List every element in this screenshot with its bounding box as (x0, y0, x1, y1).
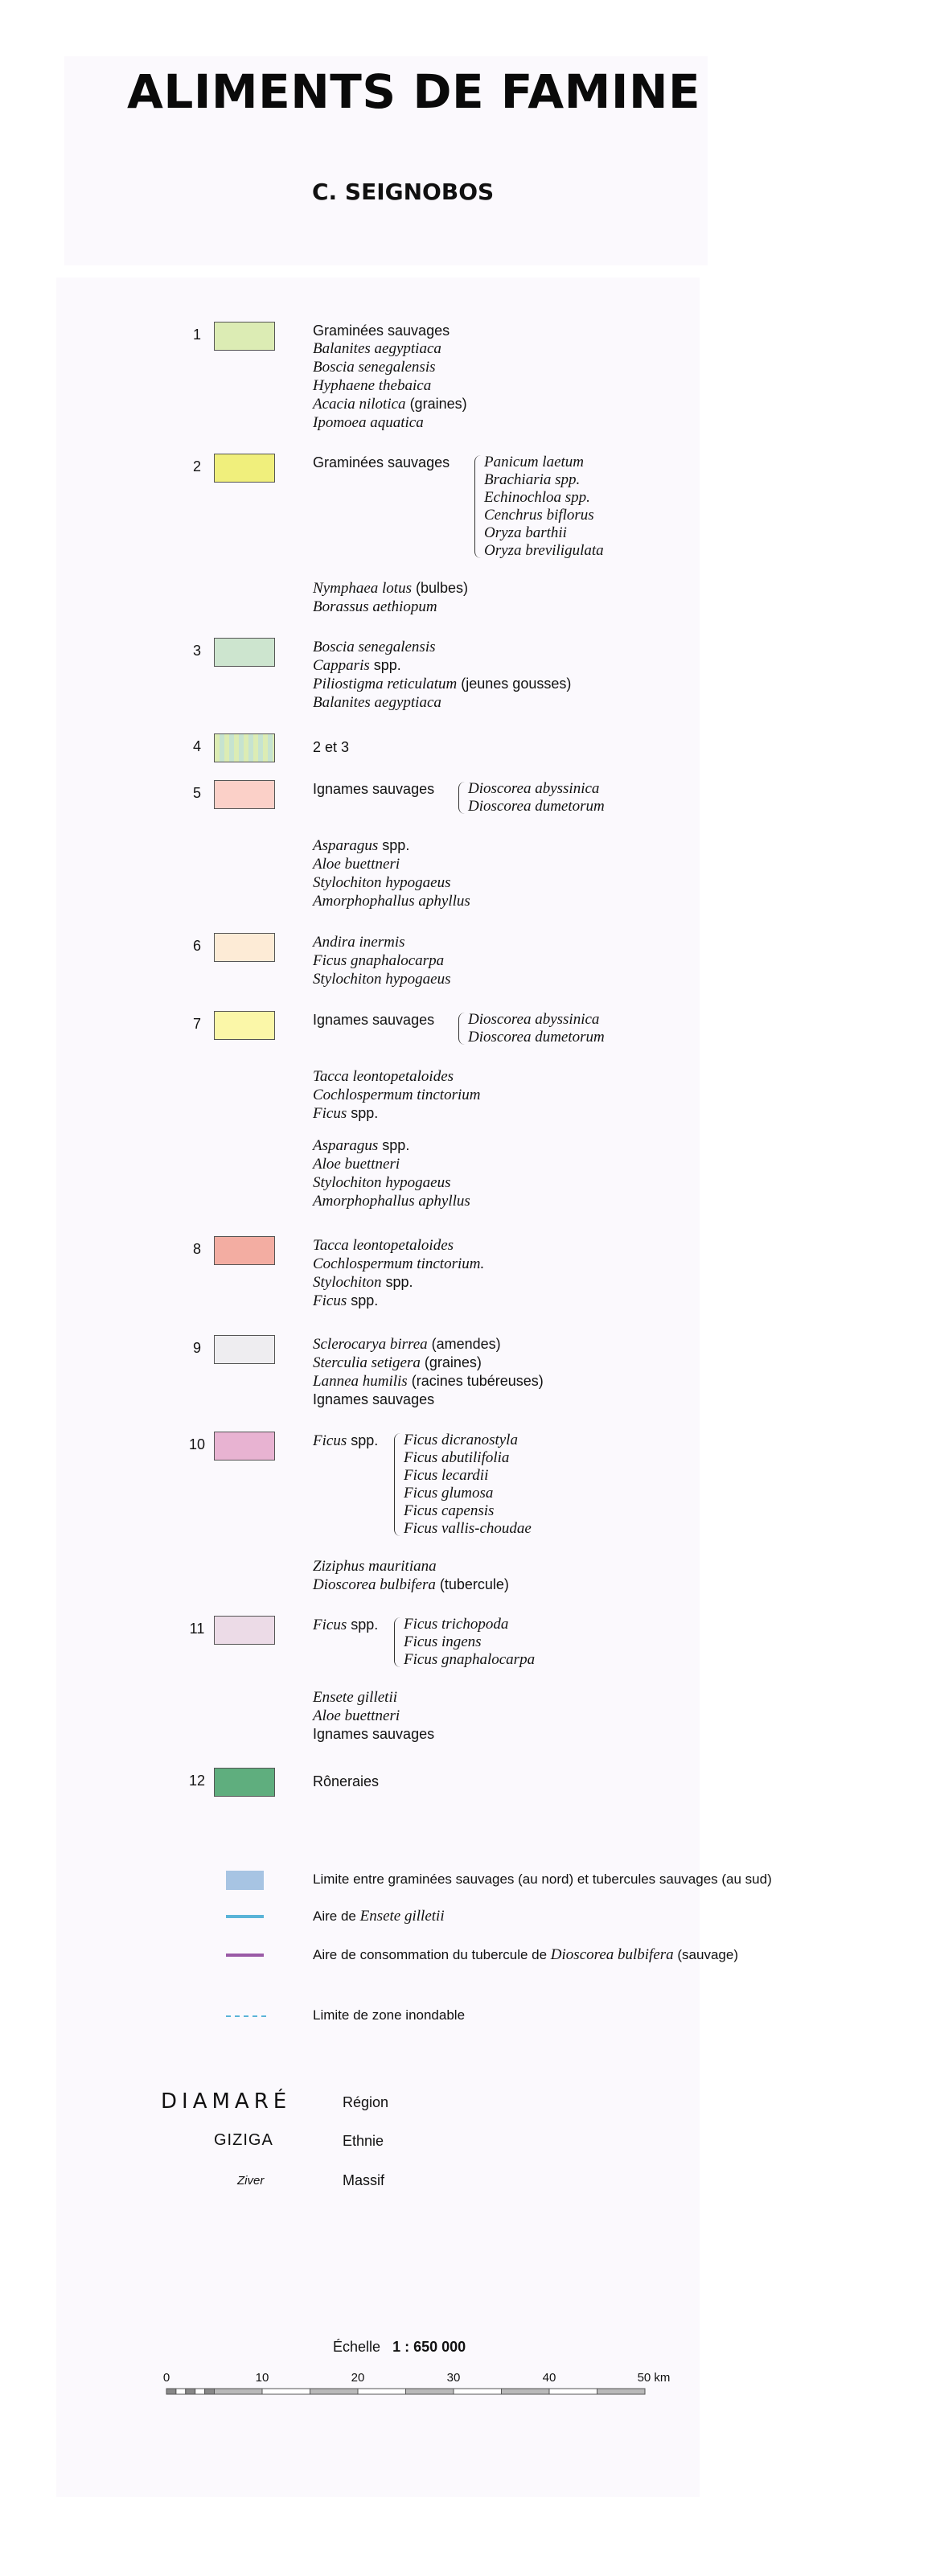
species-name: Stylochiton (313, 1274, 382, 1291)
brace-item (404, 1432, 532, 1449)
scale-subsegment (176, 2389, 186, 2394)
plain-text: (graines) (420, 1354, 482, 1370)
entry-lines (313, 1616, 378, 1634)
entry-line (313, 1391, 544, 1408)
plain-text: (bulbes) (411, 580, 468, 596)
species-name: Ziziphus mauritiana (313, 1558, 437, 1575)
brace-list (484, 454, 604, 560)
species-name: Stylochiton hypogaeus (313, 971, 451, 988)
species-name: Brachiaria spp. (484, 471, 581, 488)
entry-line (313, 1707, 434, 1725)
entry-line (313, 376, 467, 395)
ensete-label-species: Ensete gilletii (359, 1908, 445, 1925)
entry-line (313, 1192, 470, 1210)
entry-line (313, 1354, 544, 1372)
plain-text: spp. (381, 1274, 413, 1290)
entry-line (313, 1616, 378, 1634)
species-name: Hyphaene thebaica (313, 377, 432, 394)
color-swatch (214, 1768, 275, 1797)
brace-item (484, 524, 604, 542)
species-name: Aloe buettneri (313, 1156, 400, 1173)
brace-item (404, 1520, 532, 1538)
entry-line (313, 339, 467, 358)
bulbifera-label-tail: (sauvage) (673, 1947, 738, 1962)
brace-item (484, 542, 604, 560)
brace-item (404, 1616, 535, 1633)
entry-lines (313, 738, 349, 756)
bulbifera-label-text: Aire de consommation du tubercule de (313, 1947, 551, 1962)
entry-number: 2 (192, 458, 201, 475)
bulbifera-label (313, 1946, 738, 1964)
entry-lines (313, 780, 434, 798)
scale-label: Échelle (333, 2339, 381, 2355)
ethnic-sample: GIZIGA (214, 2131, 273, 2149)
species-name: Stylochiton hypogaeus (313, 874, 451, 891)
entry-lines (313, 454, 450, 471)
species-name: Ficus (313, 1105, 347, 1122)
entry-lines (313, 1432, 378, 1450)
entry-number: 6 (192, 938, 201, 954)
scale-tick-label: 20 (351, 2371, 365, 2385)
entry-line (313, 1236, 484, 1255)
species-name: Asparagus (313, 1137, 379, 1154)
color-swatch (214, 1335, 275, 1364)
entry-number: 9 (192, 1340, 201, 1356)
brace-item (484, 507, 604, 524)
plain-text: (tubercule) (435, 1576, 509, 1592)
brace-item (404, 1651, 535, 1669)
species-name: Dioscorea abyssinica (468, 780, 600, 797)
brace-item (484, 454, 604, 471)
scale-segment (549, 2389, 597, 2394)
map-title: ALIMENTS DE FAMINE (127, 64, 701, 119)
entry-more-lines (313, 1067, 480, 1123)
scale-segment (310, 2389, 359, 2394)
entry-line (313, 1067, 480, 1086)
species-name: Cochlospermum tinctorium. (313, 1255, 485, 1272)
color-swatch (214, 1432, 275, 1461)
entry-lines (313, 1773, 379, 1790)
plain-text: Ignames sauvages (313, 1726, 435, 1742)
brace-item (468, 1029, 605, 1046)
entry-line (313, 395, 467, 413)
brace (474, 455, 482, 558)
entry-line (313, 1557, 509, 1576)
entry-lines (313, 1335, 544, 1408)
plain-text: spp. (369, 657, 401, 673)
species-name: Ficus abutilifolia (404, 1449, 510, 1466)
brace (394, 1617, 401, 1667)
entry-more-lines (313, 836, 470, 910)
species-name: Amorphophallus aphyllus (313, 893, 470, 910)
entry-lines (313, 1011, 434, 1029)
entry-line (313, 1011, 434, 1029)
species-name: Ficus glumosa (404, 1485, 494, 1502)
region-caption: Région (343, 2094, 389, 2110)
boundary-symbol (226, 1871, 264, 1890)
scale-segment (358, 2389, 406, 2394)
scale-segment (502, 2389, 550, 2394)
scale-tick-label: 50 km (637, 2371, 671, 2385)
plain-text: spp. (347, 1292, 379, 1309)
plain-text: Graminées sauvages (313, 454, 450, 470)
scale-ratio: 1 : 650 000 (392, 2339, 466, 2355)
entry-more-lines (313, 579, 468, 616)
plain-text: spp. (347, 1105, 379, 1121)
author: C. SEIGNOBOS (312, 179, 495, 205)
species-name: Nymphaea lotus (313, 580, 412, 597)
species-name: Ficus gnaphalocarpa (313, 952, 445, 969)
entry-line (313, 1725, 434, 1743)
plain-text: Ignames sauvages (313, 1391, 435, 1407)
entry-line (313, 892, 470, 910)
species-name: Aloe buettneri (313, 856, 400, 873)
entry-line (313, 638, 571, 656)
brace-list (404, 1432, 532, 1538)
species-name: Dioscorea dumetorum (468, 798, 605, 815)
brace-item (484, 489, 604, 507)
ensete-line-symbol (226, 1915, 264, 1918)
species-name: Ficus trichopoda (404, 1616, 509, 1633)
entry-line (313, 358, 467, 376)
entry-number: 5 (192, 785, 201, 801)
entry-line (313, 933, 451, 951)
massif-sample: Ziver (237, 2174, 265, 2188)
entry-line (313, 413, 467, 432)
scale-subsegment (186, 2389, 195, 2394)
scale-title (333, 2339, 466, 2356)
scale-bar (157, 2385, 655, 2405)
entry-lines (313, 638, 571, 712)
entry-line (313, 1155, 470, 1173)
plain-text: (jeunes gousses) (457, 676, 572, 692)
species-name: Amorphophallus aphyllus (313, 1193, 470, 1210)
boundary-label: Limite entre graminées sauvages (au nord) et tubercules sauvages (au sud) (313, 1871, 772, 1887)
entry-number: 11 (189, 1621, 205, 1637)
entry-more-lines (313, 1557, 509, 1594)
species-name: Panicum laetum (484, 454, 585, 470)
brace-item (404, 1485, 532, 1502)
brace-list (404, 1616, 535, 1669)
entry-line (313, 1255, 484, 1273)
species-name: Ficus (313, 1292, 347, 1309)
brace-item (468, 780, 605, 798)
brace-item (404, 1633, 535, 1651)
ethnic-caption: Ethnie (343, 2133, 384, 2149)
species-name: Ficus lecardii (404, 1467, 489, 1484)
entry-line (313, 855, 470, 873)
scale-subsegment (195, 2389, 205, 2394)
entry-number: 8 (192, 1241, 201, 1257)
entry-line (313, 693, 571, 712)
ensete-label-text: Aire de (313, 1908, 360, 1924)
scale-segment (262, 2389, 310, 2394)
species-name: Balanites aegyptiaca (313, 694, 441, 711)
color-swatch (214, 1616, 275, 1645)
region-sample: DIAMARÉ (161, 2089, 292, 2114)
brace-item (484, 471, 604, 489)
species-name: Ficus dicranostyla (404, 1432, 518, 1448)
brace-item (404, 1467, 532, 1485)
entry-line (313, 970, 451, 988)
plain-text: Graminées sauvages (313, 323, 450, 339)
species-name: Cochlospermum tinctorium (313, 1087, 481, 1103)
species-name: Echinochloa spp. (484, 489, 590, 506)
flood-zone-label: Limite de zone inondable (313, 2007, 466, 2023)
plain-text: (amendes) (427, 1336, 501, 1352)
species-name: Boscia senegalensis (313, 639, 436, 655)
species-name: Sclerocarya birrea (313, 1336, 428, 1353)
entry-lines (313, 322, 467, 432)
entry-lines (313, 933, 451, 988)
species-name: Piliostigma reticulatum (313, 676, 458, 692)
species-name: Oryza barthii (484, 524, 567, 541)
entry-number: 10 (188, 1436, 206, 1452)
entry-number: 3 (192, 643, 201, 659)
color-swatch (214, 780, 275, 809)
plain-text: (graines) (405, 396, 467, 412)
brace-item (404, 1449, 532, 1467)
entry-line (313, 598, 468, 616)
color-swatch (214, 454, 275, 483)
entry-line (313, 1576, 509, 1594)
entry-line (313, 1136, 470, 1155)
entry-line (313, 1273, 484, 1292)
entry-number: 1 (192, 327, 201, 343)
entry-line (313, 322, 467, 339)
species-name: Balanites aegyptiaca (313, 340, 441, 357)
species-name: Cenchrus biflorus (484, 507, 594, 524)
ensete-label (313, 1908, 445, 1925)
entry-line (313, 454, 450, 471)
species-name: Stylochiton hypogaeus (313, 1174, 451, 1191)
species-name: Ficus gnaphalocarpa (404, 1651, 536, 1668)
color-swatch (214, 322, 275, 351)
plain-text: 2 et 3 (313, 739, 350, 755)
entry-line (313, 1335, 544, 1354)
scale-segment (215, 2389, 263, 2394)
entry-line (313, 1688, 434, 1707)
massif-caption: Massif (343, 2172, 385, 2188)
entry-line (313, 1173, 470, 1192)
scale-segment (406, 2389, 454, 2394)
species-name: Capparis (313, 657, 370, 674)
species-name: Aloe buettneri (313, 1707, 400, 1724)
species-name: Ensete gilletii (313, 1689, 398, 1706)
plain-text: spp. (347, 1617, 379, 1633)
scale-segment (597, 2389, 646, 2394)
species-name: Ficus (313, 1617, 347, 1633)
scale-subsegment (205, 2389, 215, 2394)
brace-list (468, 1011, 605, 1046)
entry-line (313, 1432, 378, 1450)
species-name: Borassus aethiopum (313, 598, 437, 615)
brace (458, 1013, 466, 1045)
entry-line (313, 1104, 480, 1123)
species-name: Ficus ingens (404, 1633, 482, 1650)
species-name: Dioscorea dumetorum (468, 1029, 605, 1046)
bulbifera-line-symbol (226, 1954, 264, 1957)
species-name: Tacca leontopetaloides (313, 1068, 454, 1085)
brace-item (468, 798, 605, 816)
scale-segment (454, 2389, 502, 2394)
entry-line (313, 1292, 484, 1310)
entry-line (313, 836, 470, 855)
bulbifera-label-species: Dioscorea bulbifera (550, 1946, 674, 1963)
entry-number: 4 (192, 738, 201, 754)
plain-text: Ignames sauvages (313, 781, 435, 797)
entry-line (313, 656, 571, 675)
species-name: Oryza breviligulata (484, 542, 604, 559)
entry-number: 7 (192, 1016, 201, 1032)
species-name: Dioscorea bulbifera (313, 1576, 436, 1593)
species-name: Tacca leontopetaloides (313, 1237, 454, 1254)
plain-text: Ignames sauvages (313, 1012, 435, 1028)
scale-tick-label: 0 (162, 2371, 170, 2385)
entry-line (313, 1372, 544, 1391)
species-name: Lannea humilis (313, 1373, 408, 1390)
entry-more-lines (313, 1136, 470, 1210)
entry-line (313, 675, 571, 693)
entry-line (313, 873, 470, 892)
brace-list (468, 780, 605, 816)
entry-lines (313, 1236, 484, 1310)
species-name: Ipomoea aquatica (313, 414, 424, 431)
entry-line (313, 1086, 480, 1104)
species-name: Asparagus (313, 837, 379, 854)
species-name: Dioscorea abyssinica (468, 1011, 600, 1028)
species-name: Ficus capensis (404, 1502, 495, 1519)
scale-tick-label: 10 (255, 2371, 269, 2385)
plain-text: spp. (347, 1432, 379, 1448)
scale-subsegment (166, 2389, 176, 2394)
brace-item (468, 1011, 605, 1029)
color-swatch (214, 1011, 275, 1040)
color-swatch (214, 638, 275, 667)
color-swatch (214, 933, 275, 962)
entry-line (313, 951, 451, 970)
entry-line (313, 1773, 379, 1790)
entry-line (313, 579, 468, 598)
species-name: Acacia nilotica (313, 396, 406, 413)
species-name: Andira inermis (313, 934, 405, 951)
entry-line (313, 738, 349, 756)
flood-zone-symbol (226, 2015, 266, 2017)
species-name: Ficus (313, 1432, 347, 1449)
color-swatch (214, 1236, 275, 1265)
brace-item (404, 1502, 532, 1520)
brace (458, 782, 466, 814)
species-name: Sterculia setigera (313, 1354, 421, 1371)
entry-number: 12 (188, 1773, 206, 1789)
entry-line (313, 780, 434, 798)
plain-text: spp. (378, 837, 410, 853)
color-swatch (214, 733, 275, 762)
species-name: Boscia senegalensis (313, 359, 436, 376)
brace (394, 1433, 401, 1536)
entry-more-lines (313, 1688, 434, 1743)
scale-tick-label: 40 (542, 2371, 556, 2385)
species-name: Ficus vallis-choudae (404, 1520, 532, 1537)
plain-text: spp. (378, 1137, 410, 1153)
scale-tick-label: 30 (446, 2371, 461, 2385)
plain-text: Rôneraies (313, 1773, 380, 1789)
plain-text: (racines tubéreuses) (407, 1373, 544, 1389)
